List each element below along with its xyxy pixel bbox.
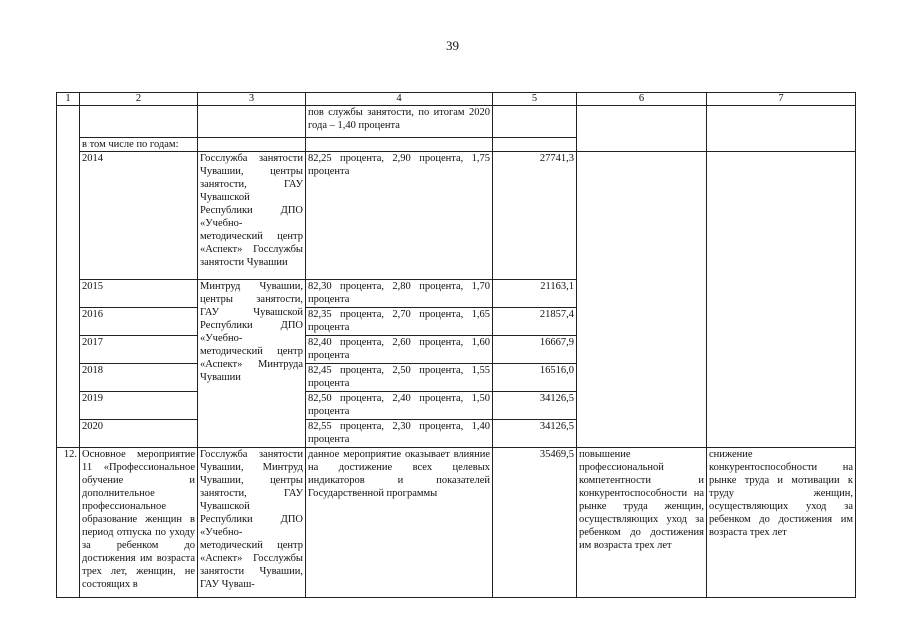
amount-cell — [493, 138, 577, 152]
amount-cell: 21857,4 — [493, 308, 577, 336]
program-table — [56, 92, 856, 598]
indicator-cell: 82,35 процента, 2,70 процента, 1,65 процента — [306, 308, 493, 336]
table-row — [57, 106, 856, 138]
indicator-cell: 82,50 процента, 2,40 процента, 1,50 процента — [306, 392, 493, 420]
name-cell — [80, 106, 198, 138]
amount-cell: 16667,9 — [493, 336, 577, 364]
column-header: 1 — [57, 93, 80, 106]
indicator-cell: 82,40 процента, 2,60 процента, 1,60 процента — [306, 336, 493, 364]
row-number-cell: 12. — [57, 448, 80, 598]
indicator-cell — [306, 138, 493, 152]
name-cell: Основное мероприятие 11 «Профессиональное обучение и дополнительное профессиональное образование женщин в период отпуска по уходу за ребенком до достижения им возраста трех лет, женщин, не состоящих в — [80, 448, 198, 598]
executor-cell — [198, 106, 306, 138]
column-header: 3 — [198, 93, 306, 106]
year-cell: 2017 — [80, 336, 198, 364]
amount-cell: 16516,0 — [493, 364, 577, 392]
amount-cell: 34126,5 — [493, 420, 577, 448]
risk-cell — [707, 106, 856, 152]
amount-cell: 35469,5 — [493, 448, 577, 598]
risk-cell — [707, 152, 856, 448]
result-cell — [577, 106, 707, 152]
amount-cell — [493, 106, 577, 138]
column-header: 6 — [577, 93, 707, 106]
indicator-cell: 82,30 процента, 2,80 процента, 1,70 процента — [306, 280, 493, 308]
subheading-cell: в том числе по годам: — [80, 138, 198, 152]
year-cell: 2016 — [80, 308, 198, 336]
executor-cell — [198, 138, 306, 152]
executor-cell: Госслужба занятости Чувашии, Минтруд Чувашии, центры занятости, ГАУ Чувашской Республики ДПО «Учебно-методический центр «Аспект» Госслужбы занятости Чувашии, ГАУ Чуваш- — [198, 448, 306, 598]
executor-cell: Минтруд Чувашии, центры занятости, ГАУ Чувашской Республики ДПО «Учебно-методический центр «Аспект» Минтруда Чувашии — [198, 280, 306, 448]
indicator-cell: пов службы занятости, по итогам 2020 года – 1,40 процента — [306, 106, 493, 138]
year-cell: 2018 — [80, 364, 198, 392]
indicator-cell: данное мероприятие оказывает влияние на достижение всех целевых индикаторов и показателей Государственной программы — [306, 448, 493, 598]
column-header-row — [57, 93, 856, 106]
result-cell: повышение профессиональной компетентности и конкурентоспособности на рынке труда женщин, осуществляющих уход за ребенком до достижения им возраста трех лет — [577, 448, 707, 598]
table-row — [57, 448, 856, 598]
amount-cell: 34126,5 — [493, 392, 577, 420]
indicator-cell: 82,45 процента, 2,50 процента, 1,55 процента — [306, 364, 493, 392]
result-cell — [577, 152, 707, 448]
amount-cell: 27741,3 — [493, 152, 577, 280]
year-cell: 2020 — [80, 420, 198, 448]
indicator-cell: 82,55 процента, 2,30 процента, 1,40 процента — [306, 420, 493, 448]
column-header: 7 — [707, 93, 856, 106]
table-row — [57, 152, 856, 280]
risk-cell: снижение конкурентоспособности на рынке труда и мотивации к труду женщин, осуществляющих уход за ребенком до достижения им возраста трех лет — [707, 448, 856, 598]
row-number-cell — [57, 106, 80, 448]
indicator-cell: 82,25 процента, 2,90 процента, 1,75 процента — [306, 152, 493, 280]
amount-cell: 21163,1 — [493, 280, 577, 308]
column-header: 5 — [493, 93, 577, 106]
page-number: 39 — [446, 38, 459, 53]
year-cell: 2014 — [80, 152, 198, 280]
column-header: 4 — [306, 93, 493, 106]
year-cell: 2015 — [80, 280, 198, 308]
year-cell: 2019 — [80, 392, 198, 420]
column-header: 2 — [80, 93, 198, 106]
executor-cell: Госслужба занятости Чувашии, центры занятости, ГАУ Чувашской Республики ДПО «Учебно-методический центр «Аспект» Госслужбы занятости Чувашии — [198, 152, 306, 280]
